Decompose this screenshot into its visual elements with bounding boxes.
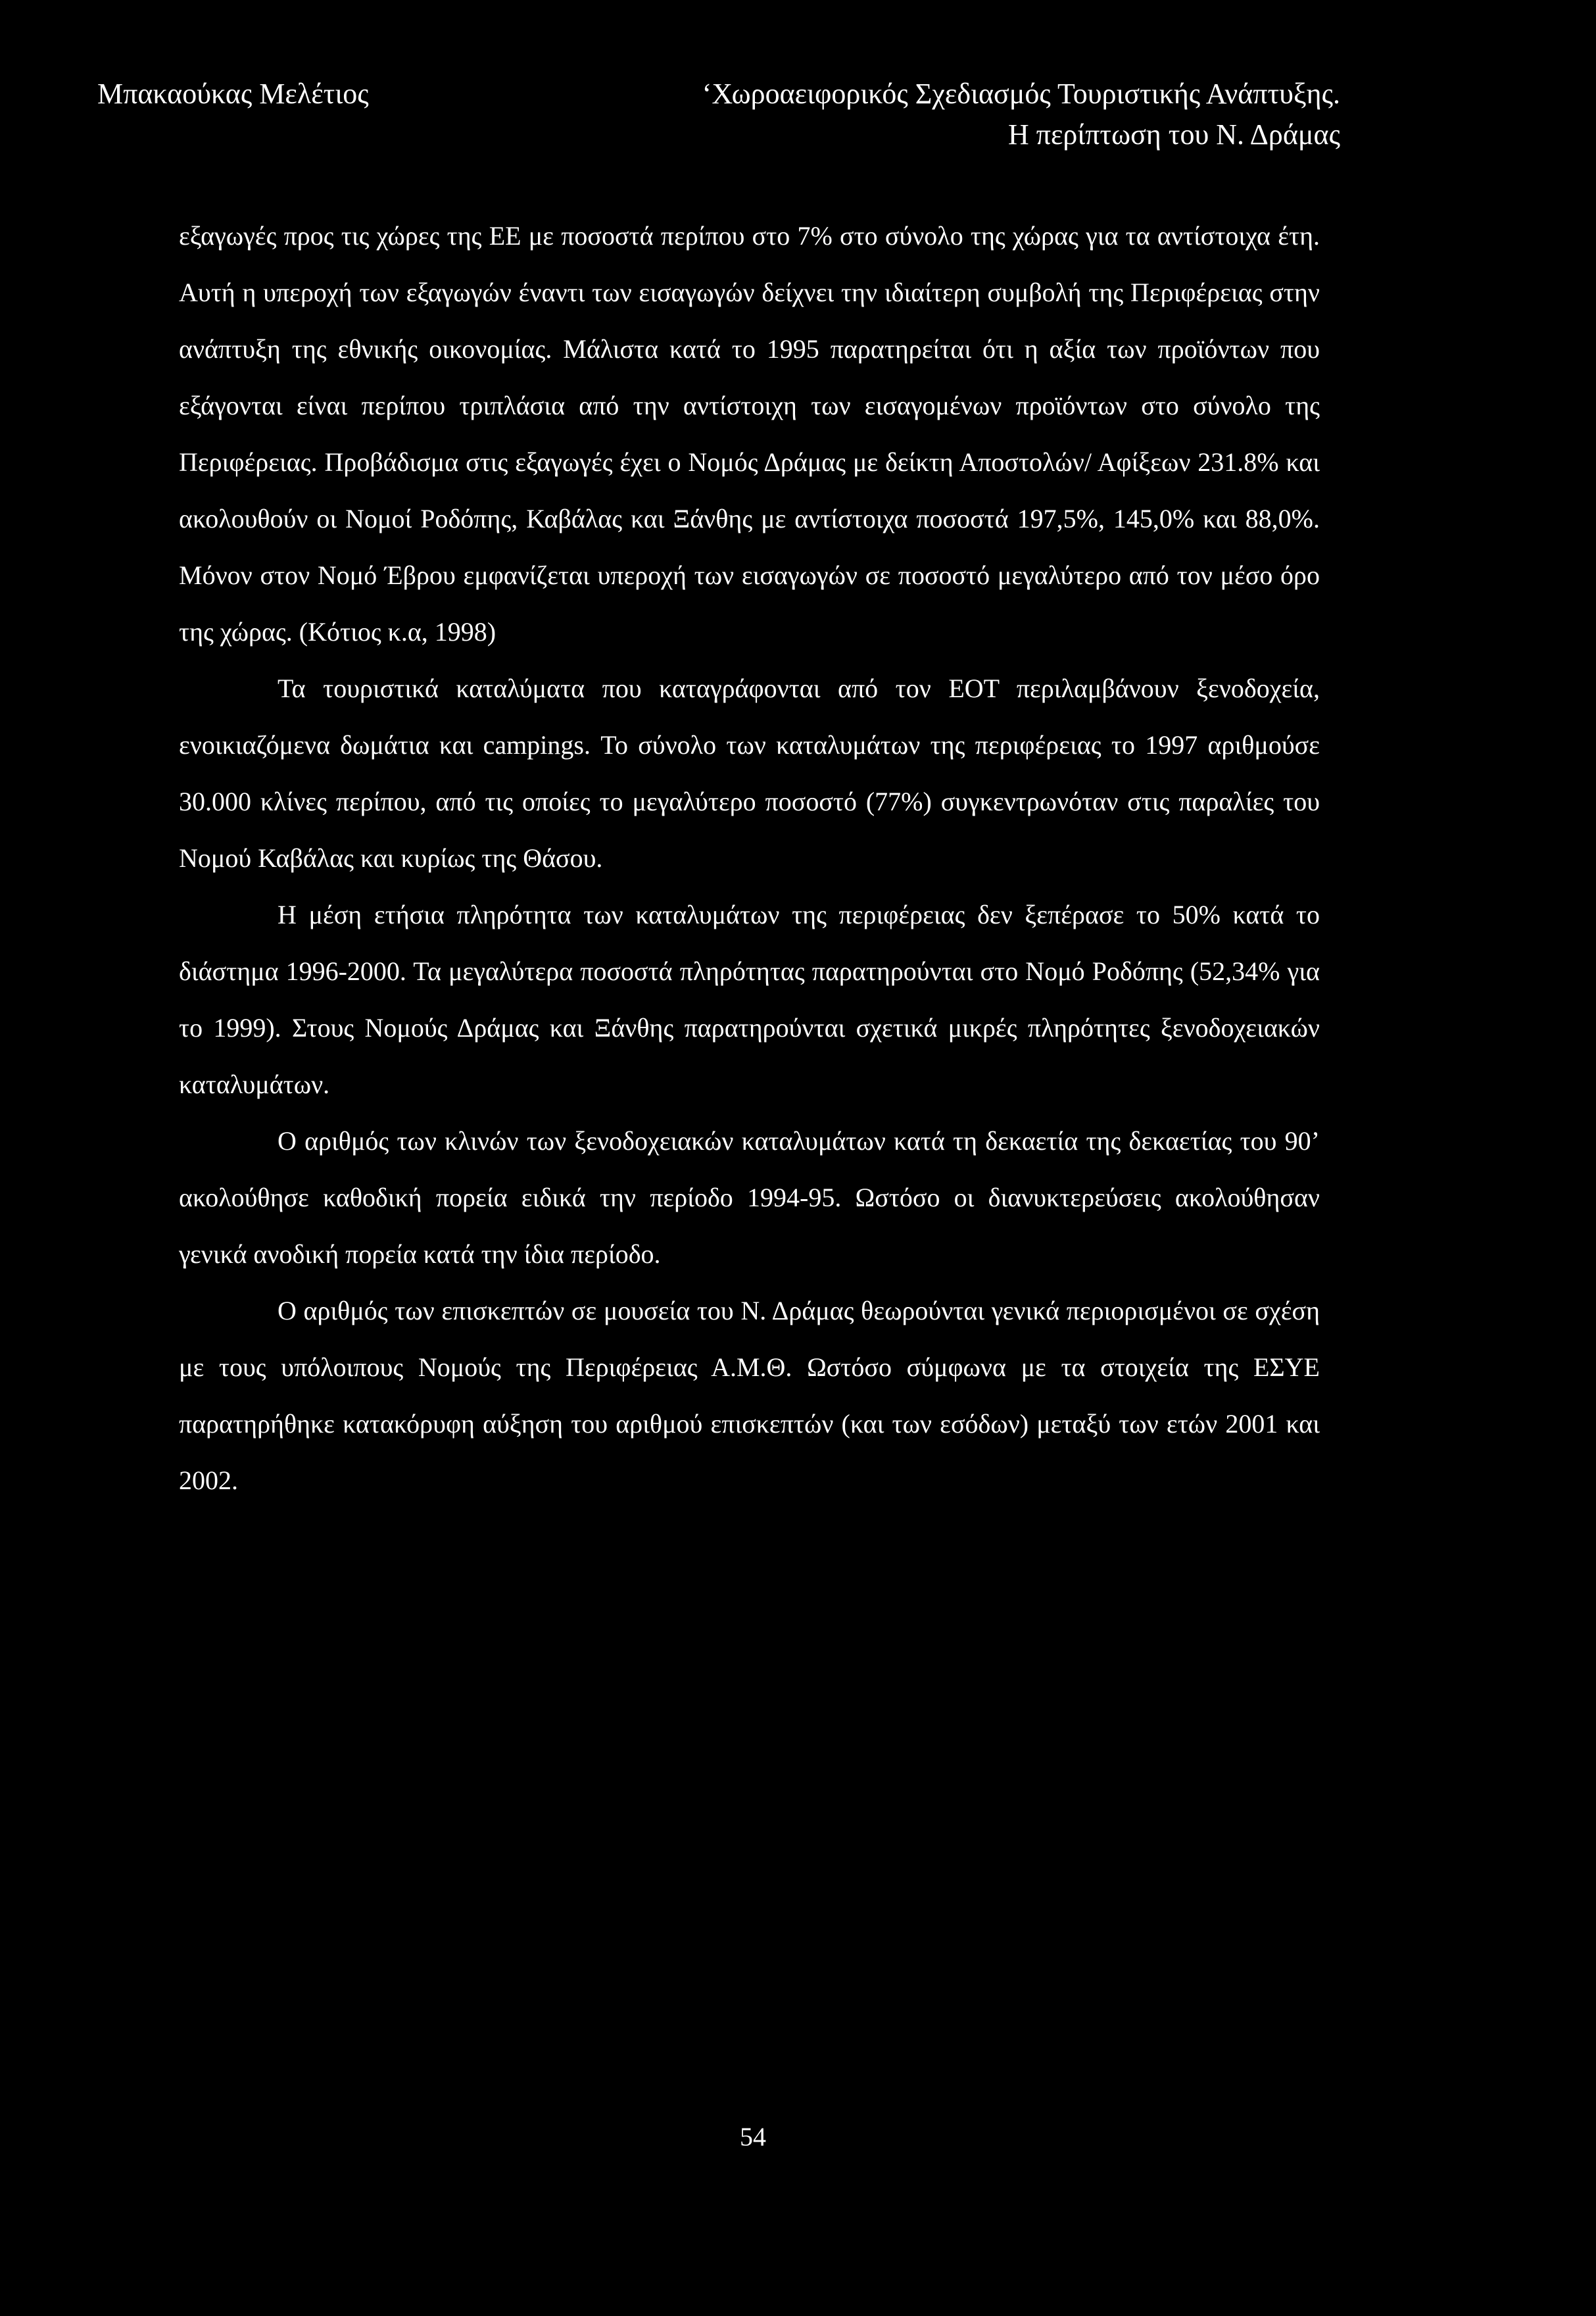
paragraph-3: Η μέση ετήσια πληρότητα των καταλυμάτων της περιφέρειας δεν ξεπέρασε το 50% κατά το διάστημα 1996-2000. Τα μεγαλύτερα ποσοστά πληρότητας παρατηρούνται στο Νομό Ροδόπης (52,34% για το 1999). Στους Νομούς Δράμας και Ξάνθης παρατηρούνται σχετικά μικρές πληρότητες ξενοδοχειακών καταλυμάτων.: [179, 900, 1320, 1099]
header-title-line-1: ‘Χωροαειφορικός Σχεδιασμός Τουριστικής Ανάπτυξης.: [702, 78, 1340, 110]
paragraph-5: Ο αριθμός των επισκεπτών σε μουσεία του Ν. Δράμας θεωρούνται γενικά περιορισμένοι σε σχέση με τους υπόλοιπους Νομούς της Περιφέρειας Α.Μ.Θ. Ωστόσο σύμφωνα με τα στοιχεία της ΕΣΥΕ παρατηρήθηκε κατακόρυφη αύξηση του αριθμού επισκεπτών (και των εσόδων) μεταξύ των ετών 2001 και 2002.: [179, 1296, 1320, 1495]
page-header: [97, 74, 1340, 166]
paragraph-2: Τα τουριστικά καταλύματα που καταγράφονται από τον ΕΟΤ περιλαμβάνουν ξενοδοχεία, ενοικιαζόμενα δωμάτια και campings. Το σύνολο των καταλυμάτων της περιφέρειας το 1997 αριθμούσε 30.000 κλίνες περίπου, από τις οποίες το μεγαλύτερο ποσοστό (77%) συγκεντρωνόταν στις παραλίες του Νομού Καβάλας και κυρίως της Θάσου.: [179, 674, 1320, 873]
body-text: [179, 208, 1320, 1509]
header-title: [702, 74, 1340, 155]
paragraph-1: εξαγωγές προς τις χώρες της ΕΕ με ποσοστά περίπου στο 7% στο σύνολο της χώρας για τα αντίστοιχα έτη. Αυτή η υπεροχή των εξαγωγών έναντι των εισαγωγών δείχνει την ιδιαίτερη συμβολή της Περιφέρειας στην ανάπτυξη της εθνικής οικονομίας. Μάλιστα κατά το 1995 παρατηρείται ότι η αξία των προϊόντων που εξάγονται είναι περίπου τριπλάσια από την αντίστοιχη των εισαγομένων προϊόντων στο σύνολο της Περιφέρειας. Προβάδισμα στις εξαγωγές έχει ο Νομός Δράμας με δείκτη Αποστολών/ Αφίξεων 231.8% και ακολουθούν οι Νομοί Ροδόπης, Καβάλας και Ξάνθης με αντίστοιχα ποσοστά 197,5%, 145,0% και 88,0%. Μόνον στον Νομό Έβρου εμφανίζεται υπεροχή των εισαγωγών σε ποσοστό μεγαλύτερο από τον μέσο όρο της χώρας. (Κότιος κ.α, 1998): [179, 221, 1320, 647]
page-number: 54: [740, 2122, 766, 2152]
header-title-line-2: Η περίπτωση του Ν. Δράμας: [1007, 118, 1340, 151]
header-author: Μπακαούκας Μελέτιος: [97, 78, 369, 110]
paragraph-4: Ο αριθμός των κλινών των ξενοδοχειακών καταλυμάτων κατά τη δεκαετία της δεκαετίας του 90’ ακολούθησε καθοδική πορεία ειδικά την περίοδο 1994-95. Ωστόσο οι διανυκτερεύσεις ακολούθησαν γενικά ανοδική πορεία κατά την ίδια περίοδο.: [179, 1126, 1320, 1269]
